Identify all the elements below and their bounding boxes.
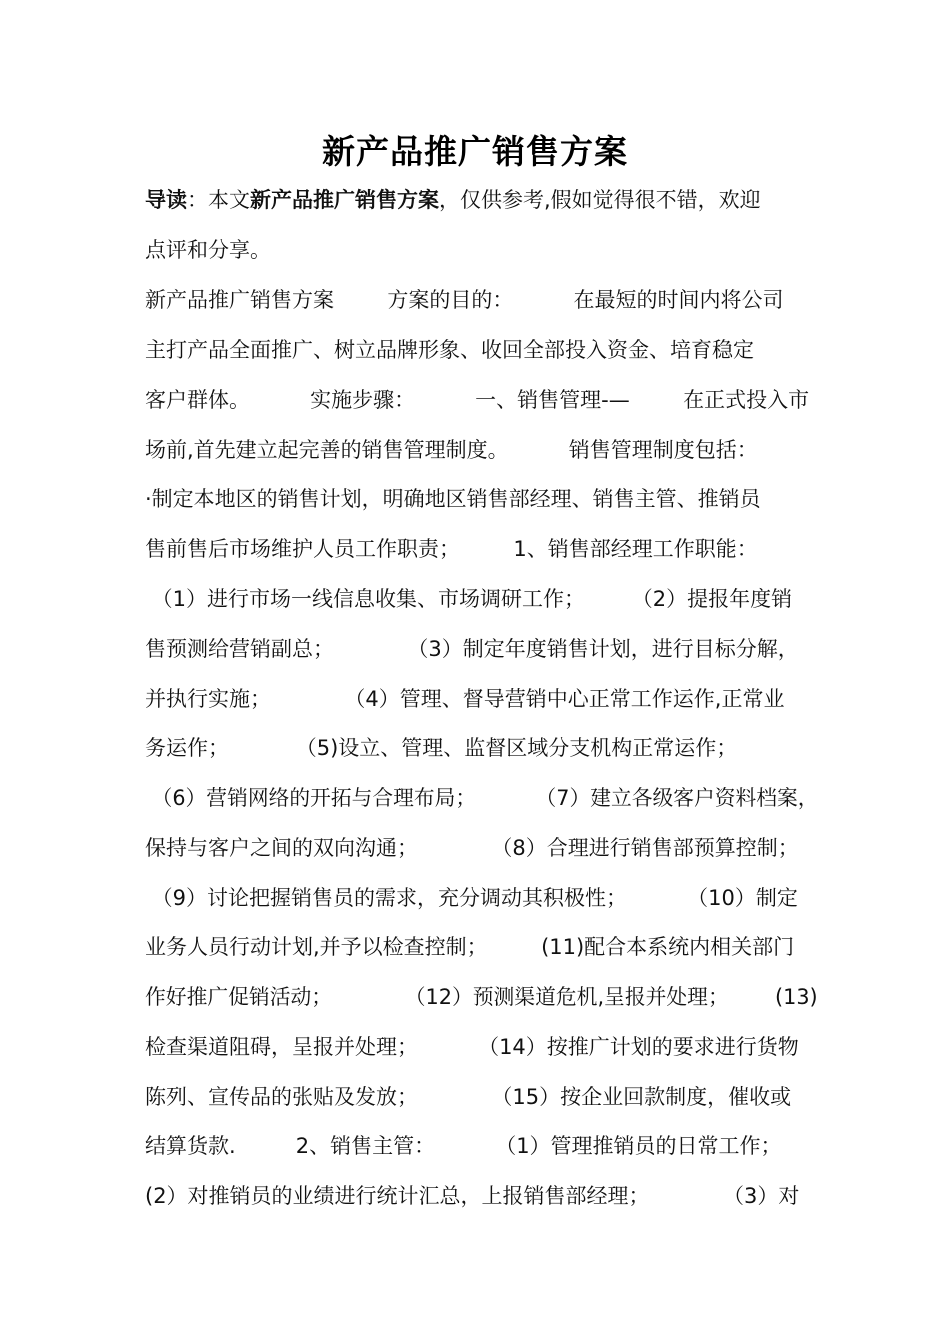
body-line: (2）对推销员的业绩进行统计汇总，上报销售部经理； （3）对 (145, 1184, 800, 1208)
document-title: 新产品推广销售方案 (322, 132, 628, 171)
body-line: 并执行实施； （4）管理、督导营销中心正常工作运作,正常业 (145, 687, 785, 711)
intro-line-2: 点评和分享。 (145, 238, 271, 262)
body-line: 业务人员行动计划,并予以检查控制； (11)配合本系统内相关部门 (145, 935, 795, 959)
body-line: （1）进行市场一线信息收集、市场调研工作； （2）提报年度销 (145, 587, 793, 611)
body-line: ·制定本地区的销售计划，明确地区销售部经理、销售主管、推销员 (145, 487, 761, 511)
body-line: 主打产品全面推广、树立品牌形象、收回全部投入资金、培育稳定 (145, 338, 754, 362)
body-line: 售前售后市场维护人员工作职责； 1、销售部经理工作职能： (145, 537, 758, 561)
body-line: 作好推广促销活动； （12）预测渠道危机,呈报并处理； (13) (145, 985, 818, 1009)
body-line: 新产品推广销售方案 方案的目的： 在最短的时间内将公司 (145, 288, 784, 312)
body-line: 结算货款. 2、销售主管： （1）管理推销员的日常工作； (145, 1134, 782, 1158)
body-line: 场前,首先建立起完善的销售管理制度。 销售管理制度包括： (145, 438, 758, 462)
body-line: 售预测给营销副总； （3）制定年度销售计划，进行目标分解， (145, 637, 799, 661)
body-line: 检查渠道阻碍，呈报并处理； （14）按推广计划的要求进行货物 (145, 1035, 799, 1059)
intro-label: 导读 (145, 188, 187, 212)
body-line: 陈列、宣传品的张贴及发放； （15）按企业回款制度，催收或 (145, 1085, 792, 1109)
body-line: 客户群体。 实施步骤： 一、销售管理-— 在正式投入市 (145, 388, 810, 412)
body-line: 保持与客户之间的双向沟通； （8）合理进行销售部预算控制； (145, 836, 799, 860)
intro-colon: ：本文 (187, 188, 250, 212)
body-line: 务运作； （5)设立、管理、监督区域分支机构正常运作； (145, 736, 738, 760)
body-line: （6）营销网络的开拓与合理布局； （7）建立各级客户资料档案， (145, 786, 819, 810)
body-line: （9）讨论把握销售员的需求，充分调动其积极性； （10）制定 (145, 886, 798, 910)
intro-rest: ，仅供参考,假如觉得很不错，欢迎 (439, 188, 761, 212)
intro-line-1 (145, 185, 761, 215)
intro-doc-name: 新产品推广销售方案 (250, 188, 439, 212)
